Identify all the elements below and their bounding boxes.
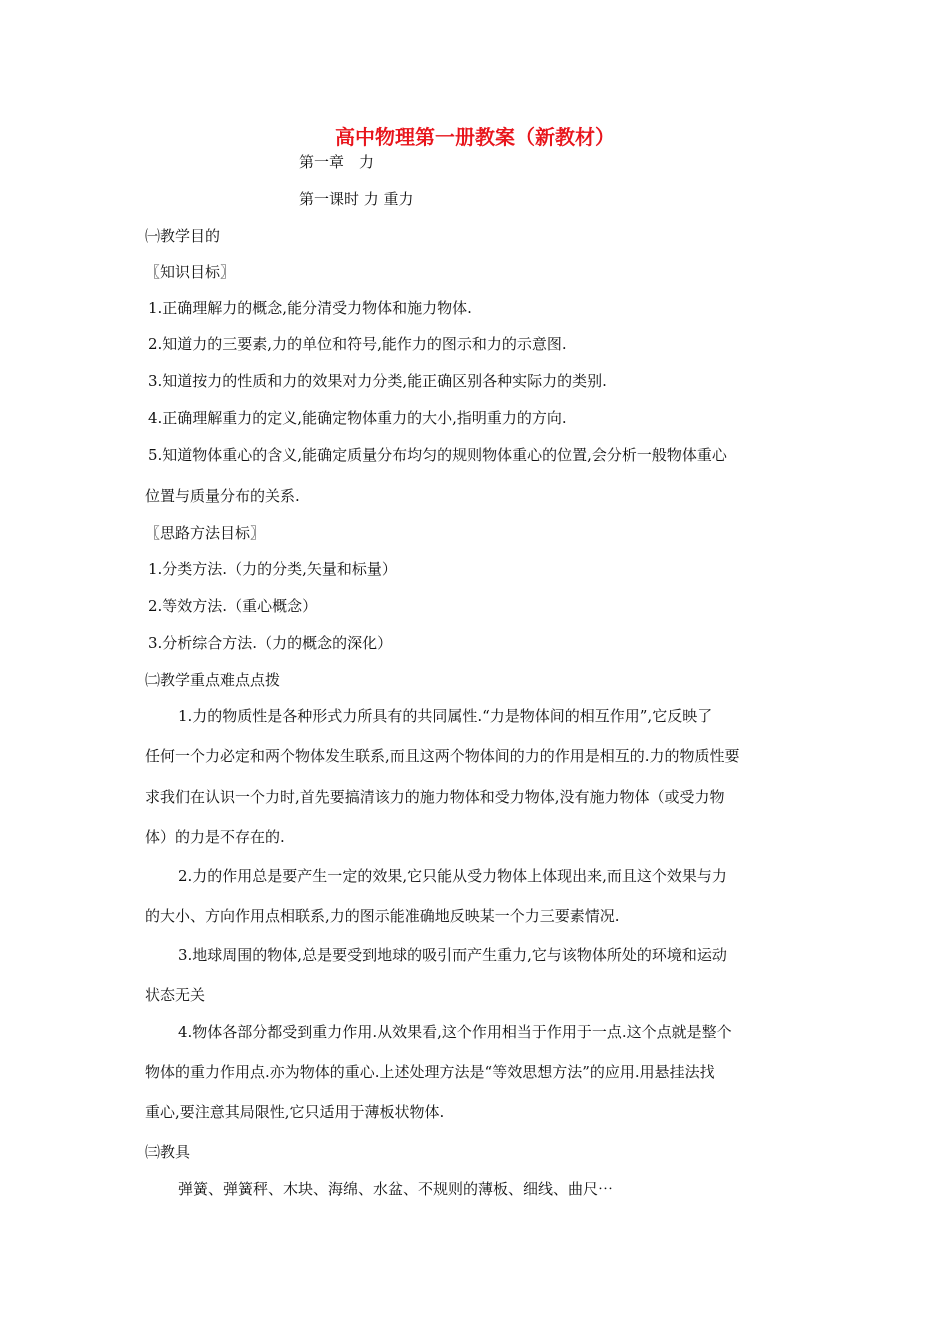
method-item: 2.等效方法.（重心概念） [148, 597, 318, 615]
knowledge-item: 5.知道物体重心的含义,能确定质量分布均匀的规则物体重心的位置,会分析一般物体重心 [148, 446, 727, 464]
knowledge-item-continued: 位置与质量分布的关系. [145, 487, 300, 505]
paragraph-line: 1.力的物质性是各种形式力所具有的共同属性.“力是物体间的相互作用”,它反映了 [178, 707, 713, 725]
document-title: 高中物理第一册教案（新教材） [335, 125, 615, 149]
knowledge-goals-heading: 〖知识目标〗 [145, 263, 236, 281]
equipment-list: 弹簧、弹簧秤、木块、海绵、水盆、不规则的薄板、细线、曲尺⋯ [178, 1180, 614, 1198]
lesson-heading: 第一课时 力 重力 [299, 190, 414, 208]
paragraph-line: 任何一个力必定和两个物体发生联系,而且这两个物体间的力的作用是相互的.力的物质性要 [145, 747, 740, 765]
section-teaching-goals-heading: ㈠教学目的 [145, 227, 221, 245]
section-key-points-heading: ㈡教学重点难点点拨 [145, 671, 281, 689]
paragraph-line: 求我们在认识一个力时,首先要搞清该力的施力物体和受力物体,没有施力物体（或受力物 [145, 788, 725, 806]
method-item: 3.分析综合方法.（力的概念的深化） [148, 634, 393, 652]
knowledge-item: 2.知道力的三要素,力的单位和符号,能作力的图示和力的示意图. [148, 335, 567, 353]
chapter-heading: 第一章 力 [299, 153, 375, 171]
paragraph-line: 重心,要注意其局限性,它只适用于薄板状物体. [145, 1103, 445, 1121]
method-item: 1.分类方法.（力的分类,矢量和标量） [148, 560, 397, 578]
paragraph-line: 体）的力是不存在的. [145, 828, 285, 846]
knowledge-item: 1.正确理解力的概念,能分清受力物体和施力物体. [148, 299, 472, 317]
paragraph-line: 3.地球周围的物体,总是要受到地球的吸引而产生重力,它与该物体所处的环境和运动 [178, 946, 727, 964]
paragraph-line: 的大小、方向作用点相联系,力的图示能准确地反映某一个力三要素情况. [145, 907, 620, 925]
knowledge-item: 4.正确理解重力的定义,能确定物体重力的大小,指明重力的方向. [148, 409, 567, 427]
knowledge-item: 3.知道按力的性质和力的效果对力分类,能正确区别各种实际力的类别. [148, 372, 607, 390]
paragraph-line: 2.力的作用总是要产生一定的效果,它只能从受力物体上体现出来,而且这个效果与力 [178, 867, 727, 885]
method-goals-heading: 〖思路方法目标〗 [145, 524, 266, 542]
section-equipment-heading: ㈢教具 [145, 1143, 191, 1161]
paragraph-line: 4.物体各部分都受到重力作用.从效果看,这个作用相当于作用于一点.这个点就是整个 [178, 1023, 732, 1041]
paragraph-line: 物体的重力作用点.亦为物体的重心.上述处理方法是“等效思想方法”的应用.用悬挂法找 [145, 1063, 715, 1081]
paragraph-line: 状态无关 [145, 986, 206, 1004]
